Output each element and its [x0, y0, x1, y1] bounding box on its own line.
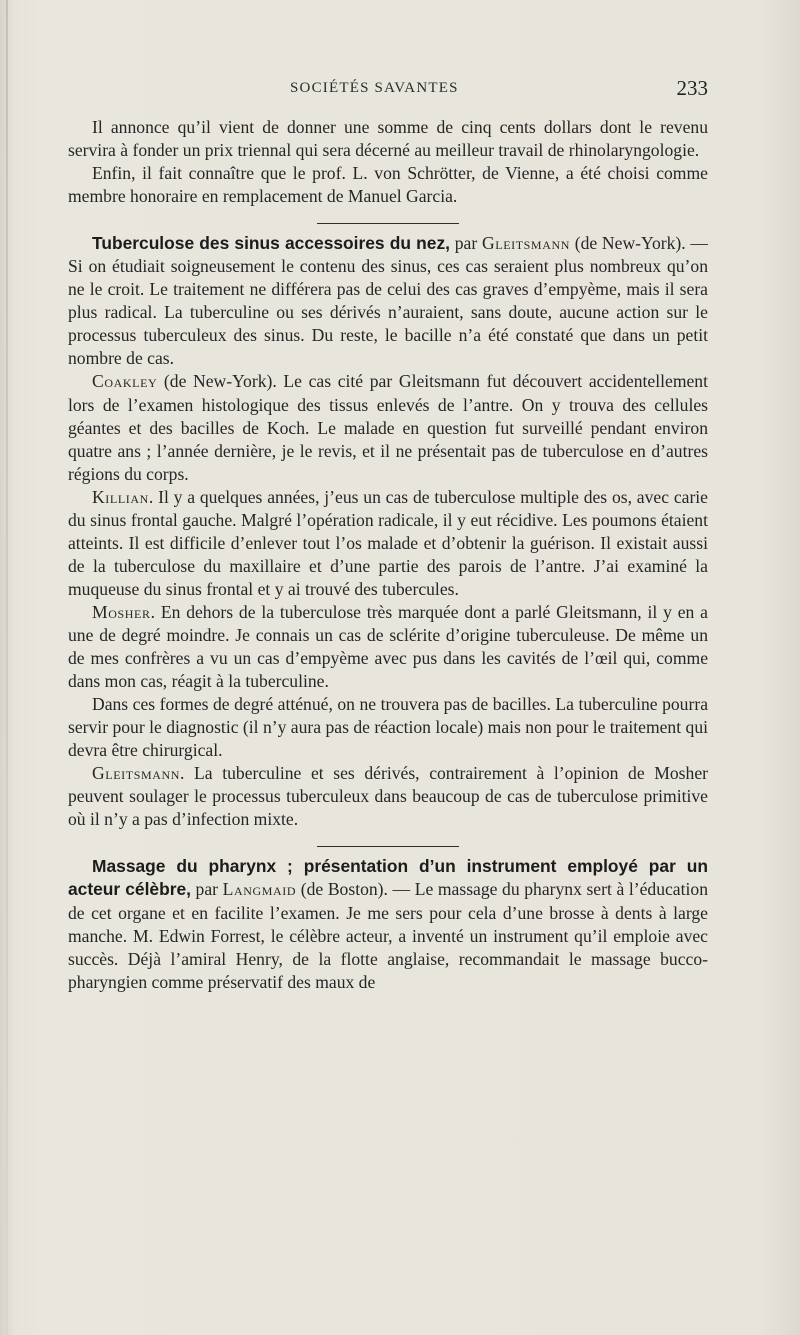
- discussion-gleitsmann: [68, 762, 708, 831]
- body-text: [68, 116, 708, 994]
- section-tuberculosis-sinus: [68, 232, 708, 370]
- speaker-remark: (de New-York). Le cas cité par Gleitsmann fut découvert accidentellement lors de l’examen histologique des tissus enlevés de l’antre. On y trouva des cellules géantes et des bacilles de Koch. Le malade en question fut surveillé pendant environ quatre ans ; l’année dernière, je le revis, et il ne présentait pas de tuberculose en d’autres régions du corps.: [68, 371, 708, 484]
- speaker-remark: . La tuberculine et ses dérivés, contrairement à l’opinion de Mosher peuvent soulager le processus tuberculeux dans beaucoup de cas de tuberculose primitive où il n’y a pas d’infection mixte.: [68, 763, 708, 830]
- speaker-name: Mosher: [92, 601, 151, 622]
- speaker-remark: . En dehors de la tuberculose très marquée dont a parlé Gleitsmann, il y en a une de degré moindre. Je connais un cas de sclérite d’origine tuberculeuse. De même un de mes confrères a vu un cas d’empyème avec pus dans les cavités de l’œil qui, comme dans mon cas, réagit à la tuberculine.: [68, 601, 708, 692]
- speaker-name: Coakley: [92, 371, 158, 392]
- section-intro: — Le massage du pharynx sert à l’éducation de cet organe et en facilite l’examen. Je me sers pour cela d’une brosse à dents à large manche. M. Edwin Forrest, le célèbre acteur, a inventé un instrument qu’il emploie avec succès. Déjà l’amiral Henry, de la flotte anglaise, recommandait le massage bucco-pharyngien comme préservatif des maux de: [68, 879, 708, 992]
- section-divider: [317, 223, 459, 224]
- discussion-mosher-continued: Dans ces formes de degré atténué, on ne trouvera pas de bacilles. La tuberculine pourra servir pour le diagnostic (il n’y aura pas de réaction locale) mais non pour le traitement qui devra être chirurgical.: [68, 694, 708, 761]
- section-title: Massage du pharynx ; présentation d’un instrument employé par un acteur célèbre,: [68, 856, 708, 900]
- speaker-remark: . Il y a quelques années, j’eus un cas de tuberculose multiple des os, avec carie du sinus frontal gauche. Malgré l’opération radicale, il y eut récidive. Les poumons étaient atteints. Il est difficile d’enlever tout l’os malade et d’obtenir la guérison. Il existait aussi de la tuberculose du maxillaire et d’une partie des parois de l’antre. J’ai examiné la muqueuse du sinus frontal et y ai trouvé des tubercules.: [68, 486, 708, 599]
- running-title: SOCIÉTÉS SAVANTES: [290, 80, 459, 96]
- paragraph-honorary-member: Enfin, il fait connaître que le prof. L. von Schrötter, de Vienne, a été choisi comme membre honoraire en remplacement de Manuel Garcia.: [68, 163, 708, 207]
- section-intro: — Si on étudiait soigneusement le contenu des sinus, ces cas seraient plus nombreux qu’on ne le croit. Le traitement ne différera pas de celui des cas graves d’empyème, mais il sera plus radical. La tuberculine ou ses dérivés n’auraient, sans doute, aucune action sur le processus tuberculeux des sinus. Du reste, le bacille n’a été constaté que dans un petit nombre de cas.: [68, 233, 708, 369]
- author-origin: (de Boston).: [296, 879, 388, 900]
- speaker-name: Killian: [92, 486, 149, 507]
- speaker-name: Gleitsmann: [92, 763, 181, 784]
- byline-connector: par: [450, 233, 482, 254]
- section-pharynx-massage: [68, 855, 708, 993]
- discussion-coakley: [68, 370, 708, 485]
- byline-connector: par: [190, 879, 223, 900]
- running-header: [68, 76, 708, 102]
- page-gutter-shadow: [6, 0, 8, 1335]
- discussion-killian: [68, 486, 708, 601]
- paragraph-prize-announcement: Il annonce qu’il vient de donner une somme de cinq cents dollars dont le revenu servira à fonder un prix triennal qui sera décerné au meilleur travail de rhinolaryngologie.: [68, 117, 708, 161]
- page-number: 233: [676, 76, 708, 100]
- section-title: Tuberculose des sinus accessoires du nez,: [92, 233, 451, 254]
- author-origin: (de New-York).: [570, 233, 686, 254]
- author-name: Gleitsmann: [481, 233, 570, 254]
- discussion-mosher: [68, 601, 708, 693]
- section-divider: [317, 846, 459, 847]
- author-name: Langmaid: [222, 879, 297, 900]
